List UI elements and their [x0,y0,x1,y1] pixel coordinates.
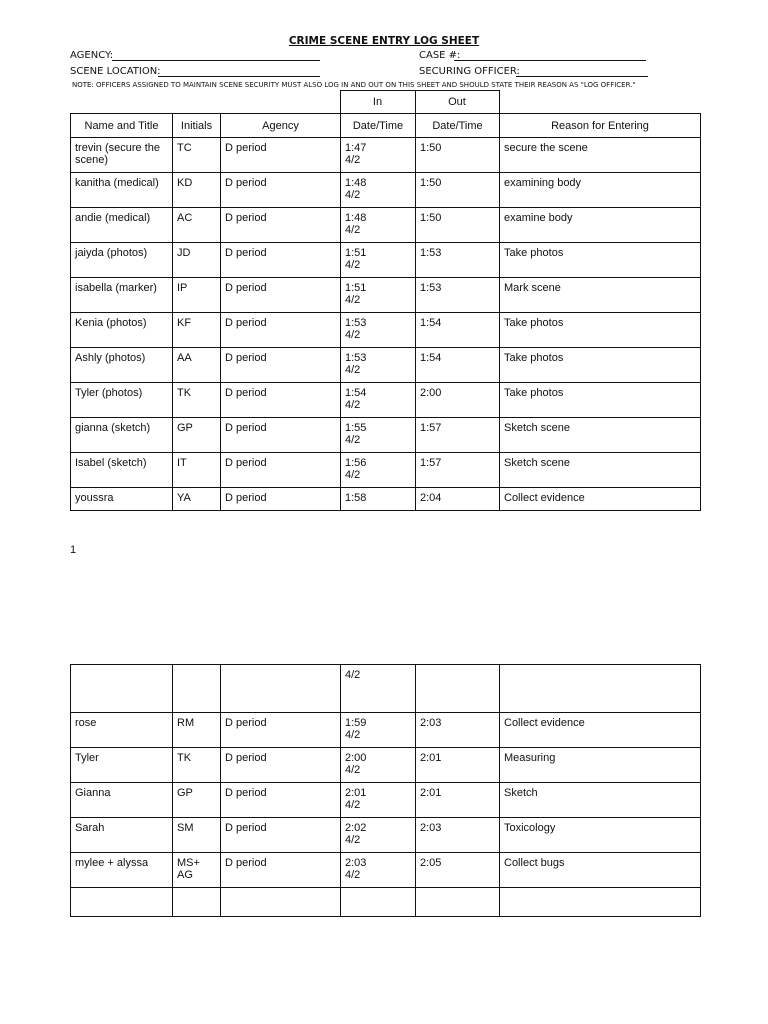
in-label: In [341,91,416,114]
cell-out[interactable]: 2:01 [416,783,500,818]
cell-name[interactable]: Kenia (photos) [71,313,173,348]
securing-officer-field-line[interactable] [516,76,648,77]
cell-in[interactable]: 2:03 4/2 [341,853,416,888]
cell-initials[interactable]: KD [173,173,221,208]
cell-out[interactable]: 1:50 [416,208,500,243]
agency-label: AGENCY: [70,50,114,61]
cell-out[interactable] [416,665,500,713]
cell-in[interactable]: 2:00 4/2 [341,748,416,783]
cell-out[interactable]: 1:57 [416,453,500,488]
cell-agency[interactable]: D period [221,208,341,243]
col-header-name: Name and Title [71,114,173,138]
table-row [71,488,701,511]
cell-out[interactable]: 1:54 [416,313,500,348]
cell-agency[interactable] [221,665,341,713]
cell-reason[interactable]: Collect evidence [500,488,701,511]
cell-reason[interactable]: Take photos [500,383,701,418]
cell-reason[interactable] [500,888,701,917]
cell-in[interactable]: 1:53 4/2 [341,348,416,383]
table-row [71,888,701,917]
cell-initials[interactable]: TK [173,383,221,418]
cell-agency[interactable]: D period [221,348,341,383]
table-row [71,348,701,383]
cell-initials[interactable] [173,888,221,917]
cell-reason[interactable]: Sketch scene [500,418,701,453]
table-header-row [71,114,701,138]
scene-location-field-line[interactable] [158,76,320,77]
cell-reason[interactable]: Collect bugs [500,853,701,888]
table-row [71,748,701,783]
security-note: NOTE: OFFICERS ASSIGNED TO MAINTAIN SCENE SECURITY MUST ALSO LOG IN AND OUT ON THIS SHEET AND SHOULD STATE THEIR REASON AS "LOG OFFICER." [72,81,636,89]
cell-out[interactable]: 2:00 [416,383,500,418]
cell-in[interactable] [341,888,416,917]
col-header-in-datetime: Date/Time [341,114,416,138]
cell-initials[interactable]: AA [173,348,221,383]
cell-name[interactable]: Tyler (photos) [71,383,173,418]
cell-name[interactable] [71,665,173,713]
cell-agency[interactable]: D period [221,313,341,348]
cell-in[interactable]: 1:54 4/2 [341,383,416,418]
cell-agency[interactable]: D period [221,488,341,511]
cell-reason[interactable]: examine body [500,208,701,243]
entry-log-table [70,113,701,511]
cell-agency[interactable]: D period [221,138,341,173]
cell-agency[interactable]: D period [221,783,341,818]
cell-out[interactable]: 1:57 [416,418,500,453]
cell-reason[interactable]: Take photos [500,313,701,348]
form-title: CRIME SCENE ENTRY LOG SHEET [288,35,480,47]
cell-name[interactable]: gianna (sketch) [71,418,173,453]
scene-location-label: SCENE LOCATION: [70,66,161,77]
cell-in[interactable]: 1:51 4/2 [341,243,416,278]
cell-initials[interactable]: KF [173,313,221,348]
cell-initials[interactable]: JD [173,243,221,278]
cell-in[interactable]: 2:02 4/2 [341,818,416,853]
cell-reason[interactable]: Sketch [500,783,701,818]
cell-name[interactable]: Gianna [71,783,173,818]
cell-reason[interactable]: Take photos [500,243,701,278]
cell-agency[interactable]: D period [221,713,341,748]
cell-initials[interactable]: SM [173,818,221,853]
cell-initials[interactable]: TC [173,138,221,173]
cell-agency[interactable]: D period [221,853,341,888]
cell-reason[interactable] [500,665,701,713]
cell-agency[interactable]: D period [221,453,341,488]
cell-in[interactable]: 1:53 4/2 [341,313,416,348]
cell-in[interactable]: 1:59 4/2 [341,713,416,748]
cell-name[interactable]: Ashly (photos) [71,348,173,383]
cell-in[interactable]: 4/2 [341,665,416,713]
cell-name[interactable]: Sarah [71,818,173,853]
cell-in[interactable]: 1:47 4/2 [341,138,416,173]
cell-out[interactable]: 1:50 [416,173,500,208]
table-row [71,243,701,278]
cell-name[interactable]: youssra [71,488,173,511]
table-row [71,208,701,243]
col-header-initials: Initials [173,114,221,138]
agency-field-line[interactable] [112,60,320,61]
cell-initials[interactable]: GP [173,418,221,453]
table-row [71,278,701,313]
cell-reason[interactable]: Mark scene [500,278,701,313]
cell-agency[interactable] [221,888,341,917]
col-header-reason: Reason for Entering [500,114,701,138]
cell-out[interactable]: 2:03 [416,713,500,748]
cell-agency[interactable]: D period [221,278,341,313]
cell-reason[interactable]: Measuring [500,748,701,783]
cell-name[interactable]: isabella (marker) [71,278,173,313]
table-row [71,665,701,713]
table-row [71,453,701,488]
cell-out[interactable]: 2:03 [416,818,500,853]
cell-initials[interactable]: IP [173,278,221,313]
cell-out[interactable]: 1:54 [416,348,500,383]
case-field-line[interactable] [454,60,646,61]
cell-name[interactable] [71,888,173,917]
cell-initials[interactable]: MS+ AG [173,853,221,888]
cell-initials[interactable] [173,665,221,713]
cell-out[interactable]: 1:50 [416,138,500,173]
cell-reason[interactable]: Toxicology [500,818,701,853]
cell-initials[interactable]: AC [173,208,221,243]
cell-name[interactable]: Isabel (sketch) [71,453,173,488]
cell-agency[interactable]: D period [221,818,341,853]
cell-in[interactable]: 2:01 4/2 [341,783,416,818]
cell-in[interactable]: 1:48 4/2 [341,208,416,243]
table-row [71,783,701,818]
cell-initials[interactable]: IT [173,453,221,488]
cell-agency[interactable]: D period [221,173,341,208]
col-header-agency: Agency [221,114,341,138]
table-row [71,383,701,418]
cell-in[interactable]: 1:58 [341,488,416,511]
entry-log-table-continued [70,664,701,917]
table-row [71,713,701,748]
table-row [71,173,701,208]
table-row [71,418,701,453]
cell-out[interactable]: 2:05 [416,853,500,888]
cell-out[interactable]: 1:53 [416,278,500,313]
cell-name[interactable]: kanitha (medical) [71,173,173,208]
page-number: 1 [70,544,77,556]
cell-in[interactable]: 1:51 4/2 [341,278,416,313]
cell-out[interactable]: 1:53 [416,243,500,278]
cell-in[interactable]: 1:55 4/2 [341,418,416,453]
cell-out[interactable]: 2:04 [416,488,500,511]
case-label: CASE #: [419,50,461,61]
securing-officer-label: SECURING OFFICER: [419,66,520,77]
table-row [71,818,701,853]
cell-agency[interactable]: D period [221,243,341,278]
cell-name[interactable]: rose [71,713,173,748]
cell-name[interactable]: jaiyda (photos) [71,243,173,278]
cell-name[interactable]: mylee + alyssa [71,853,173,888]
col-header-out-datetime: Date/Time [416,114,500,138]
cell-reason[interactable]: Sketch scene [500,453,701,488]
table-row [71,313,701,348]
cell-out[interactable]: 2:01 [416,748,500,783]
cell-in[interactable]: 1:48 4/2 [341,173,416,208]
cell-agency[interactable]: D period [221,748,341,783]
cell-initials[interactable]: RM [173,713,221,748]
cell-name[interactable]: andie (medical) [71,208,173,243]
cell-initials[interactable]: TK [173,748,221,783]
cell-agency[interactable]: D period [221,383,341,418]
out-label: Out [416,91,500,114]
table-row [71,853,701,888]
cell-in[interactable]: 1:56 4/2 [341,453,416,488]
cell-initials[interactable]: GP [173,783,221,818]
cell-agency[interactable]: D period [221,418,341,453]
cell-initials[interactable]: YA [173,488,221,511]
cell-name[interactable]: trevin (secure the scene) [71,138,173,173]
cell-out[interactable] [416,888,500,917]
cell-reason[interactable]: secure the scene [500,138,701,173]
cell-reason[interactable]: Collect evidence [500,713,701,748]
cell-reason[interactable]: Take photos [500,348,701,383]
table-row [71,138,701,173]
cell-name[interactable]: Tyler [71,748,173,783]
cell-reason[interactable]: examining body [500,173,701,208]
in-out-header [340,90,500,114]
